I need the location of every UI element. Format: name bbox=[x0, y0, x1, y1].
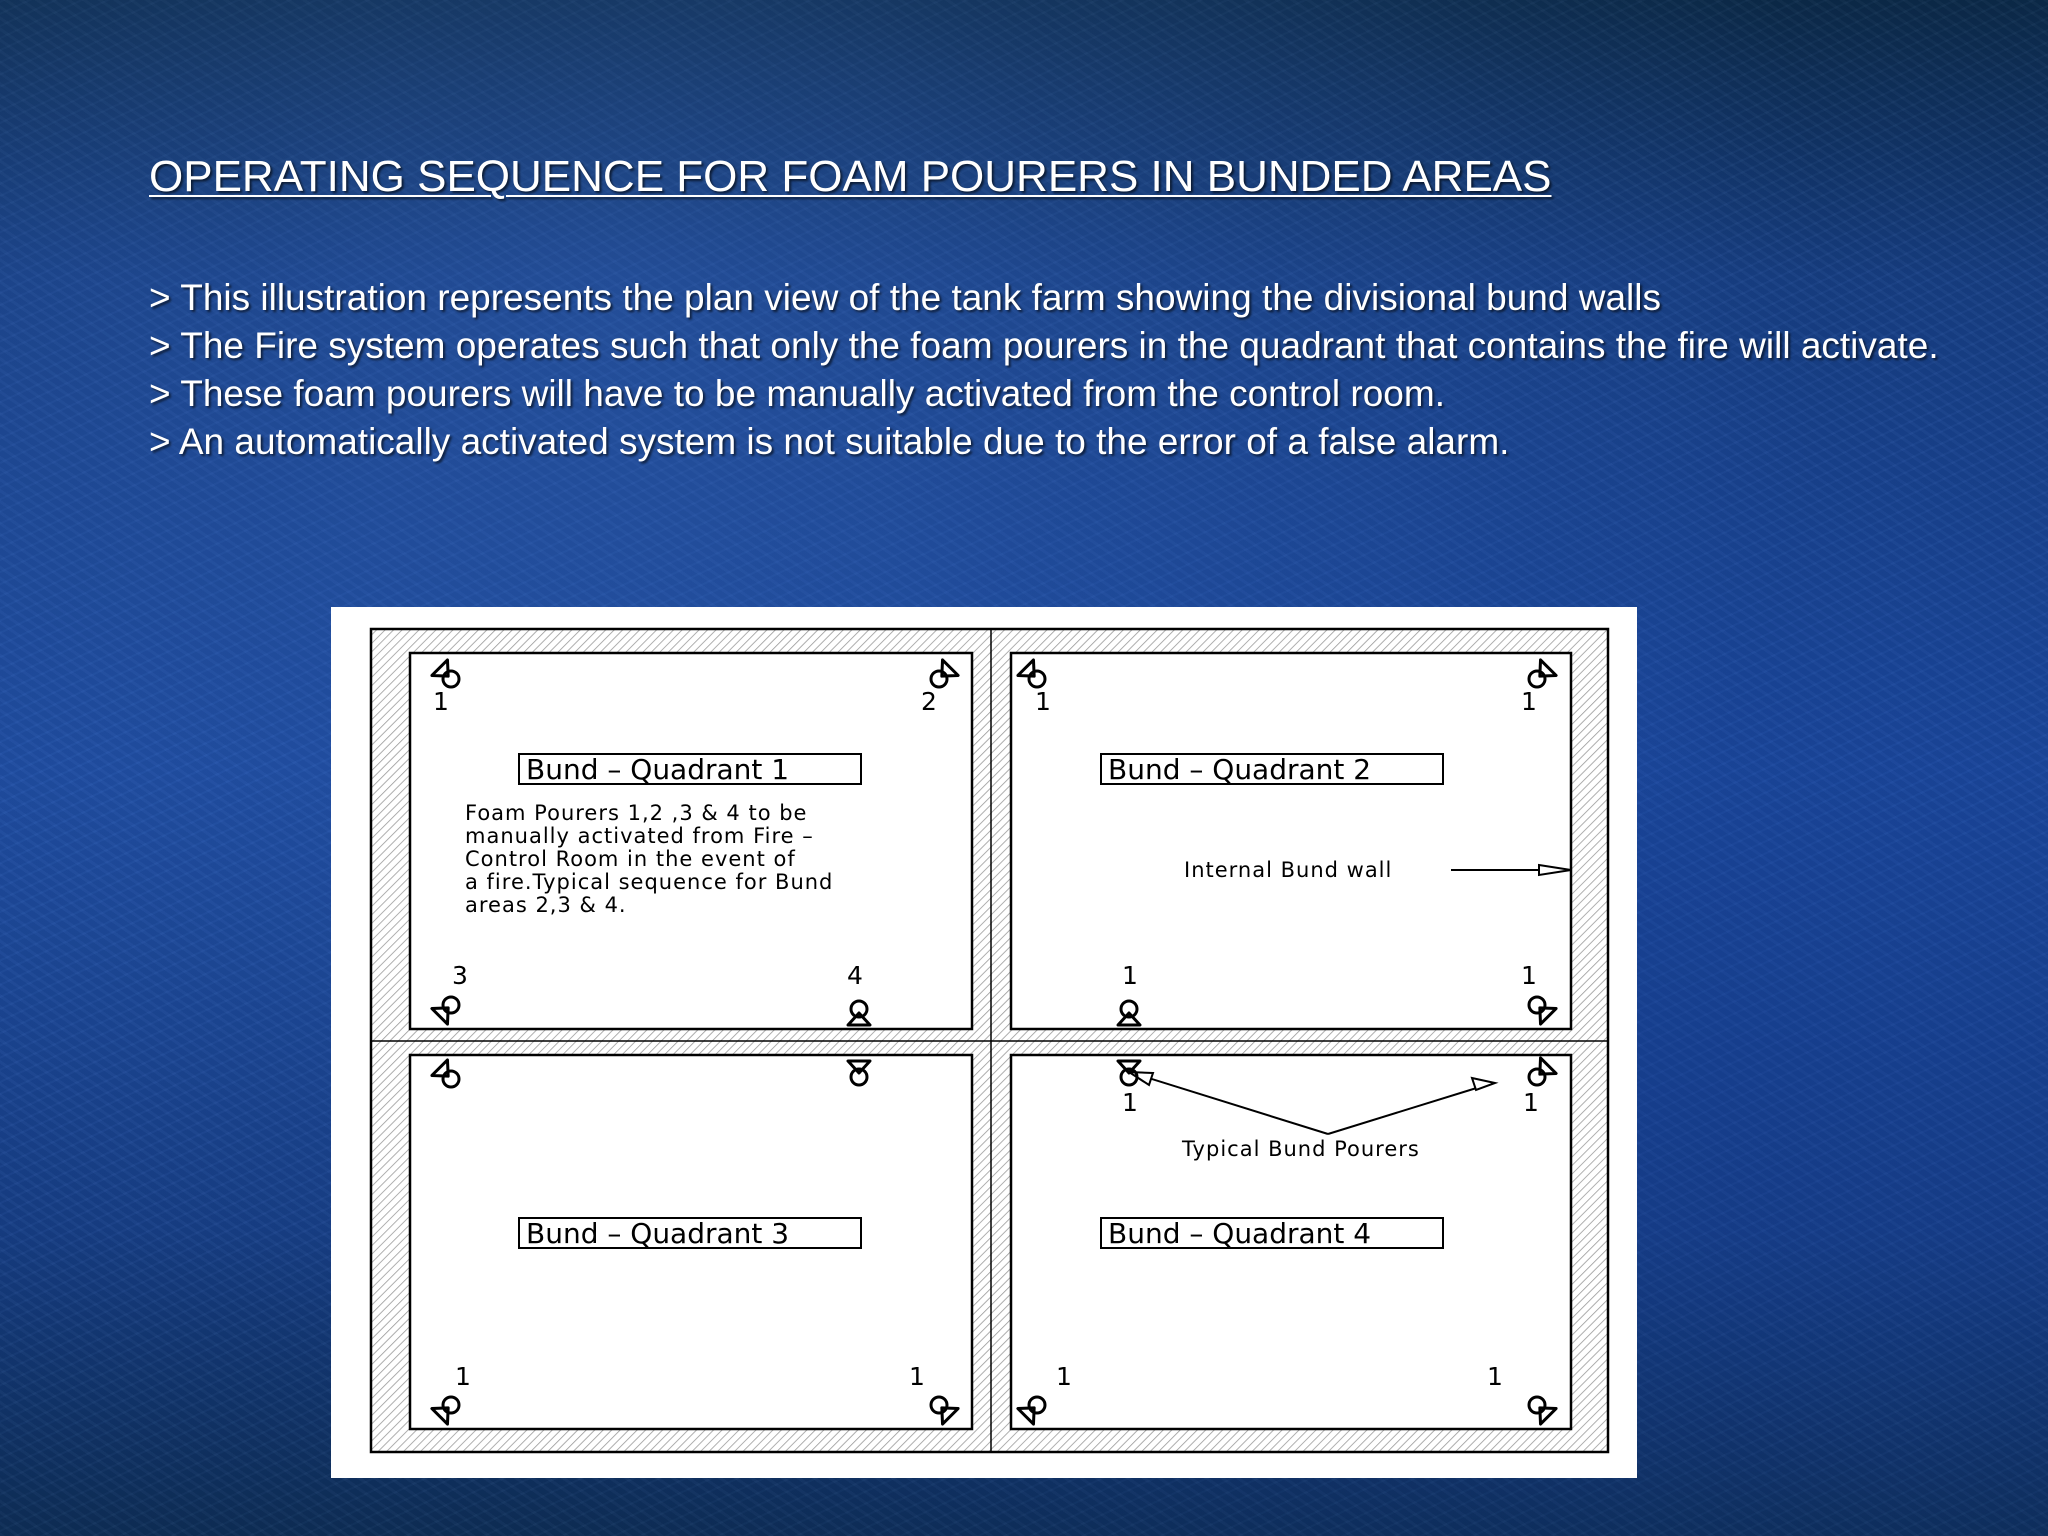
pourer-number: 4 bbox=[847, 961, 863, 990]
note-line: manually activated from Fire – bbox=[465, 824, 814, 848]
bullet-item: > The Fire system operates such that only the foam pourers in the quadrant that contains the fire will activate. bbox=[149, 325, 1939, 366]
pourers-label: Typical Bund Pourers bbox=[1182, 1137, 1420, 1161]
bund-plan-svg bbox=[331, 607, 1637, 1478]
bullet-list bbox=[149, 274, 1949, 466]
internal-wall-label: Internal Bund wall bbox=[1184, 858, 1393, 882]
pourer-number: 1 bbox=[1521, 961, 1537, 990]
pourer-number: 1 bbox=[909, 1362, 925, 1391]
pourer-number: 3 bbox=[452, 961, 468, 990]
pourer-number: 1 bbox=[1521, 687, 1537, 716]
bullet-item: > An automatically activated system is not suitable due to the error of a false alarm. bbox=[149, 421, 1510, 462]
pourer-number: 1 bbox=[1122, 961, 1138, 990]
quadrant-2-label: Bund – Quadrant 2 bbox=[1108, 753, 1372, 786]
note-line: areas 2,3 & 4. bbox=[465, 893, 627, 917]
pourer-number: 1 bbox=[1523, 1088, 1539, 1117]
pourer-number: 1 bbox=[1487, 1362, 1503, 1391]
bund-plan-diagram bbox=[331, 607, 1637, 1478]
pourer-number: 2 bbox=[921, 687, 937, 716]
quadrant-4-label: Bund – Quadrant 4 bbox=[1108, 1217, 1372, 1250]
pourer-number: 1 bbox=[1056, 1362, 1072, 1391]
pourer-number: 1 bbox=[1035, 687, 1051, 716]
slide-title: OPERATING SEQUENCE FOR FOAM POURERS IN BUNDED AREAS bbox=[149, 152, 1552, 201]
quadrant-2-area bbox=[1011, 653, 1571, 1029]
note-line: Control Room in the event of bbox=[465, 847, 796, 871]
pourer-number: 1 bbox=[455, 1362, 471, 1391]
quadrant-3-label: Bund – Quadrant 3 bbox=[526, 1217, 790, 1250]
pourer-number: 1 bbox=[1122, 1088, 1138, 1117]
pourer-number: 1 bbox=[433, 687, 449, 716]
quadrant-1-label: Bund – Quadrant 1 bbox=[526, 753, 790, 786]
note-line: Foam Pourers 1,2 ,3 & 4 to be bbox=[465, 801, 808, 825]
bullet-item: > These foam pourers will have to be manually activated from the control room. bbox=[149, 373, 1445, 414]
bullet-item: > This illustration represents the plan view of the tank farm showing the divisional bund walls bbox=[149, 277, 1661, 318]
note-line: a fire.Typical sequence for Bund bbox=[465, 870, 834, 894]
